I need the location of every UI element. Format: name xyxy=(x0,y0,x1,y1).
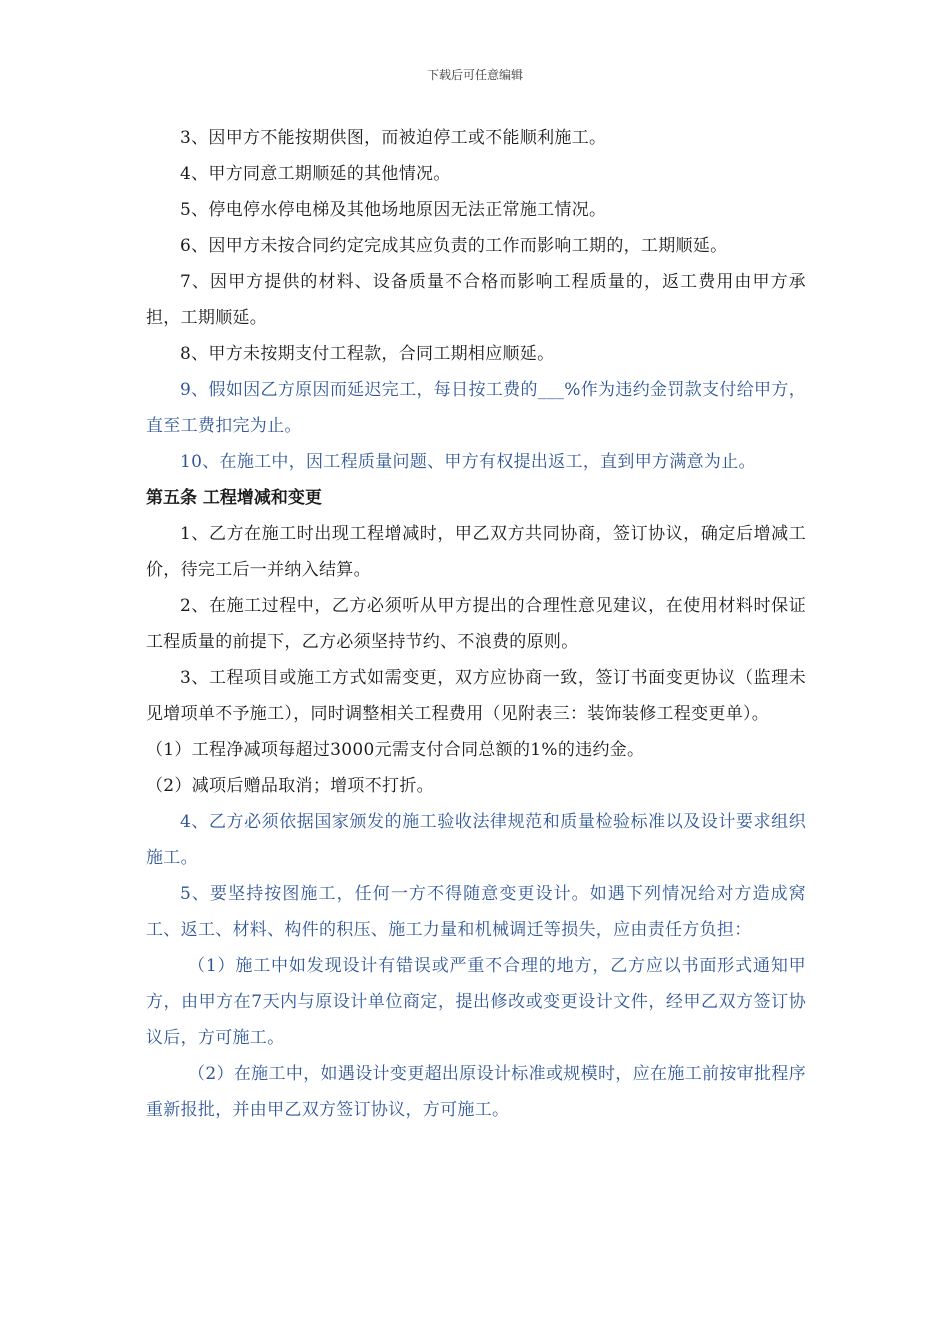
paragraph-10: 10、在施工中，因工程质量问题、甲方有权提出返工，直到甲方满意为止。 xyxy=(180,452,756,472)
section5-item-5-sub-2: （2）在施工中，如遇设计变更超出原设计标准或规模时，应在施工前按审批程序重新报批，并由甲乙双方签订协议，方可施工。 xyxy=(146,1064,806,1120)
paragraph-4: 4、甲方同意工期顺延的其他情况。 xyxy=(180,164,451,184)
paragraph-8: 8、甲方未按期支付工程款，合同工期相应顺延。 xyxy=(180,344,555,364)
paragraph-3: 3、因甲方不能按期供图，而被迫停工或不能顺利施工。 xyxy=(180,128,607,148)
section-heading: 第五条 工程增减和变更 xyxy=(146,488,322,508)
section5-item-4: 4、乙方必须依据国家颁发的施工验收法律规范和质量检验标准以及设计要求组织施工。 xyxy=(146,812,806,868)
paragraph-6: 6、因甲方未按合同约定完成其应负责的工作而影响工期的，工期顺延。 xyxy=(180,236,728,256)
section5-item-5: 5、要坚持按图施工，任何一方不得随意变更设计。如遇下列情况给对方造成窝工、返工、材料、构件的积压、施工力量和机械调迁等损失，应由责任方负担： xyxy=(146,884,806,940)
section5-item-5-sub-1: （1）施工中如发现设计有错误或严重不合理的地方，乙方应以书面形式通知甲方，由甲方在7天内与原设计单位商定，提出修改或变更设计文件，经甲乙双方签订协议后，方可施工。 xyxy=(146,956,806,1048)
section5-item-3-sub-1: （1）工程净减项每超过3000元需支付合同总额的1%的违约金。 xyxy=(146,740,645,760)
section5-item-2: 2、在施工过程中，乙方必须听从甲方提出的合理性意见建议，在使用材料时保证工程质量的前提下，乙方必须坚持节约、不浪费的原则。 xyxy=(146,596,806,652)
paragraph-9: 9、假如因乙方原因而延迟完工，每日按工费的___%作为违约金罚款支付给甲方，直至工费扣完为止。 xyxy=(146,380,806,436)
document-body xyxy=(146,120,806,1128)
section5-item-3-sub-2: （2）减项后赠品取消；增项不打折。 xyxy=(146,776,434,796)
section5-item-1: 1、乙方在施工时出现工程增减时，甲乙双方共同协商，签订协议，确定后增减工价，待完工后一并纳入结算。 xyxy=(146,524,806,580)
paragraph-5: 5、停电停水停电梯及其他场地原因无法正常施工情况。 xyxy=(180,200,607,220)
paragraph-7: 7、因甲方提供的材料、设备质量不合格而影响工程质量的，返工费用由甲方承担，工期顺延。 xyxy=(146,272,806,328)
page-header: 下载后可任意编辑 xyxy=(426,68,523,82)
section5-item-3: 3、工程项目或施工方式如需变更，双方应协商一致，签订书面变更协议（监理未见增项单不予施工），同时调整相关工程费用（见附表三：装饰装修工程变更单）。 xyxy=(146,668,806,724)
